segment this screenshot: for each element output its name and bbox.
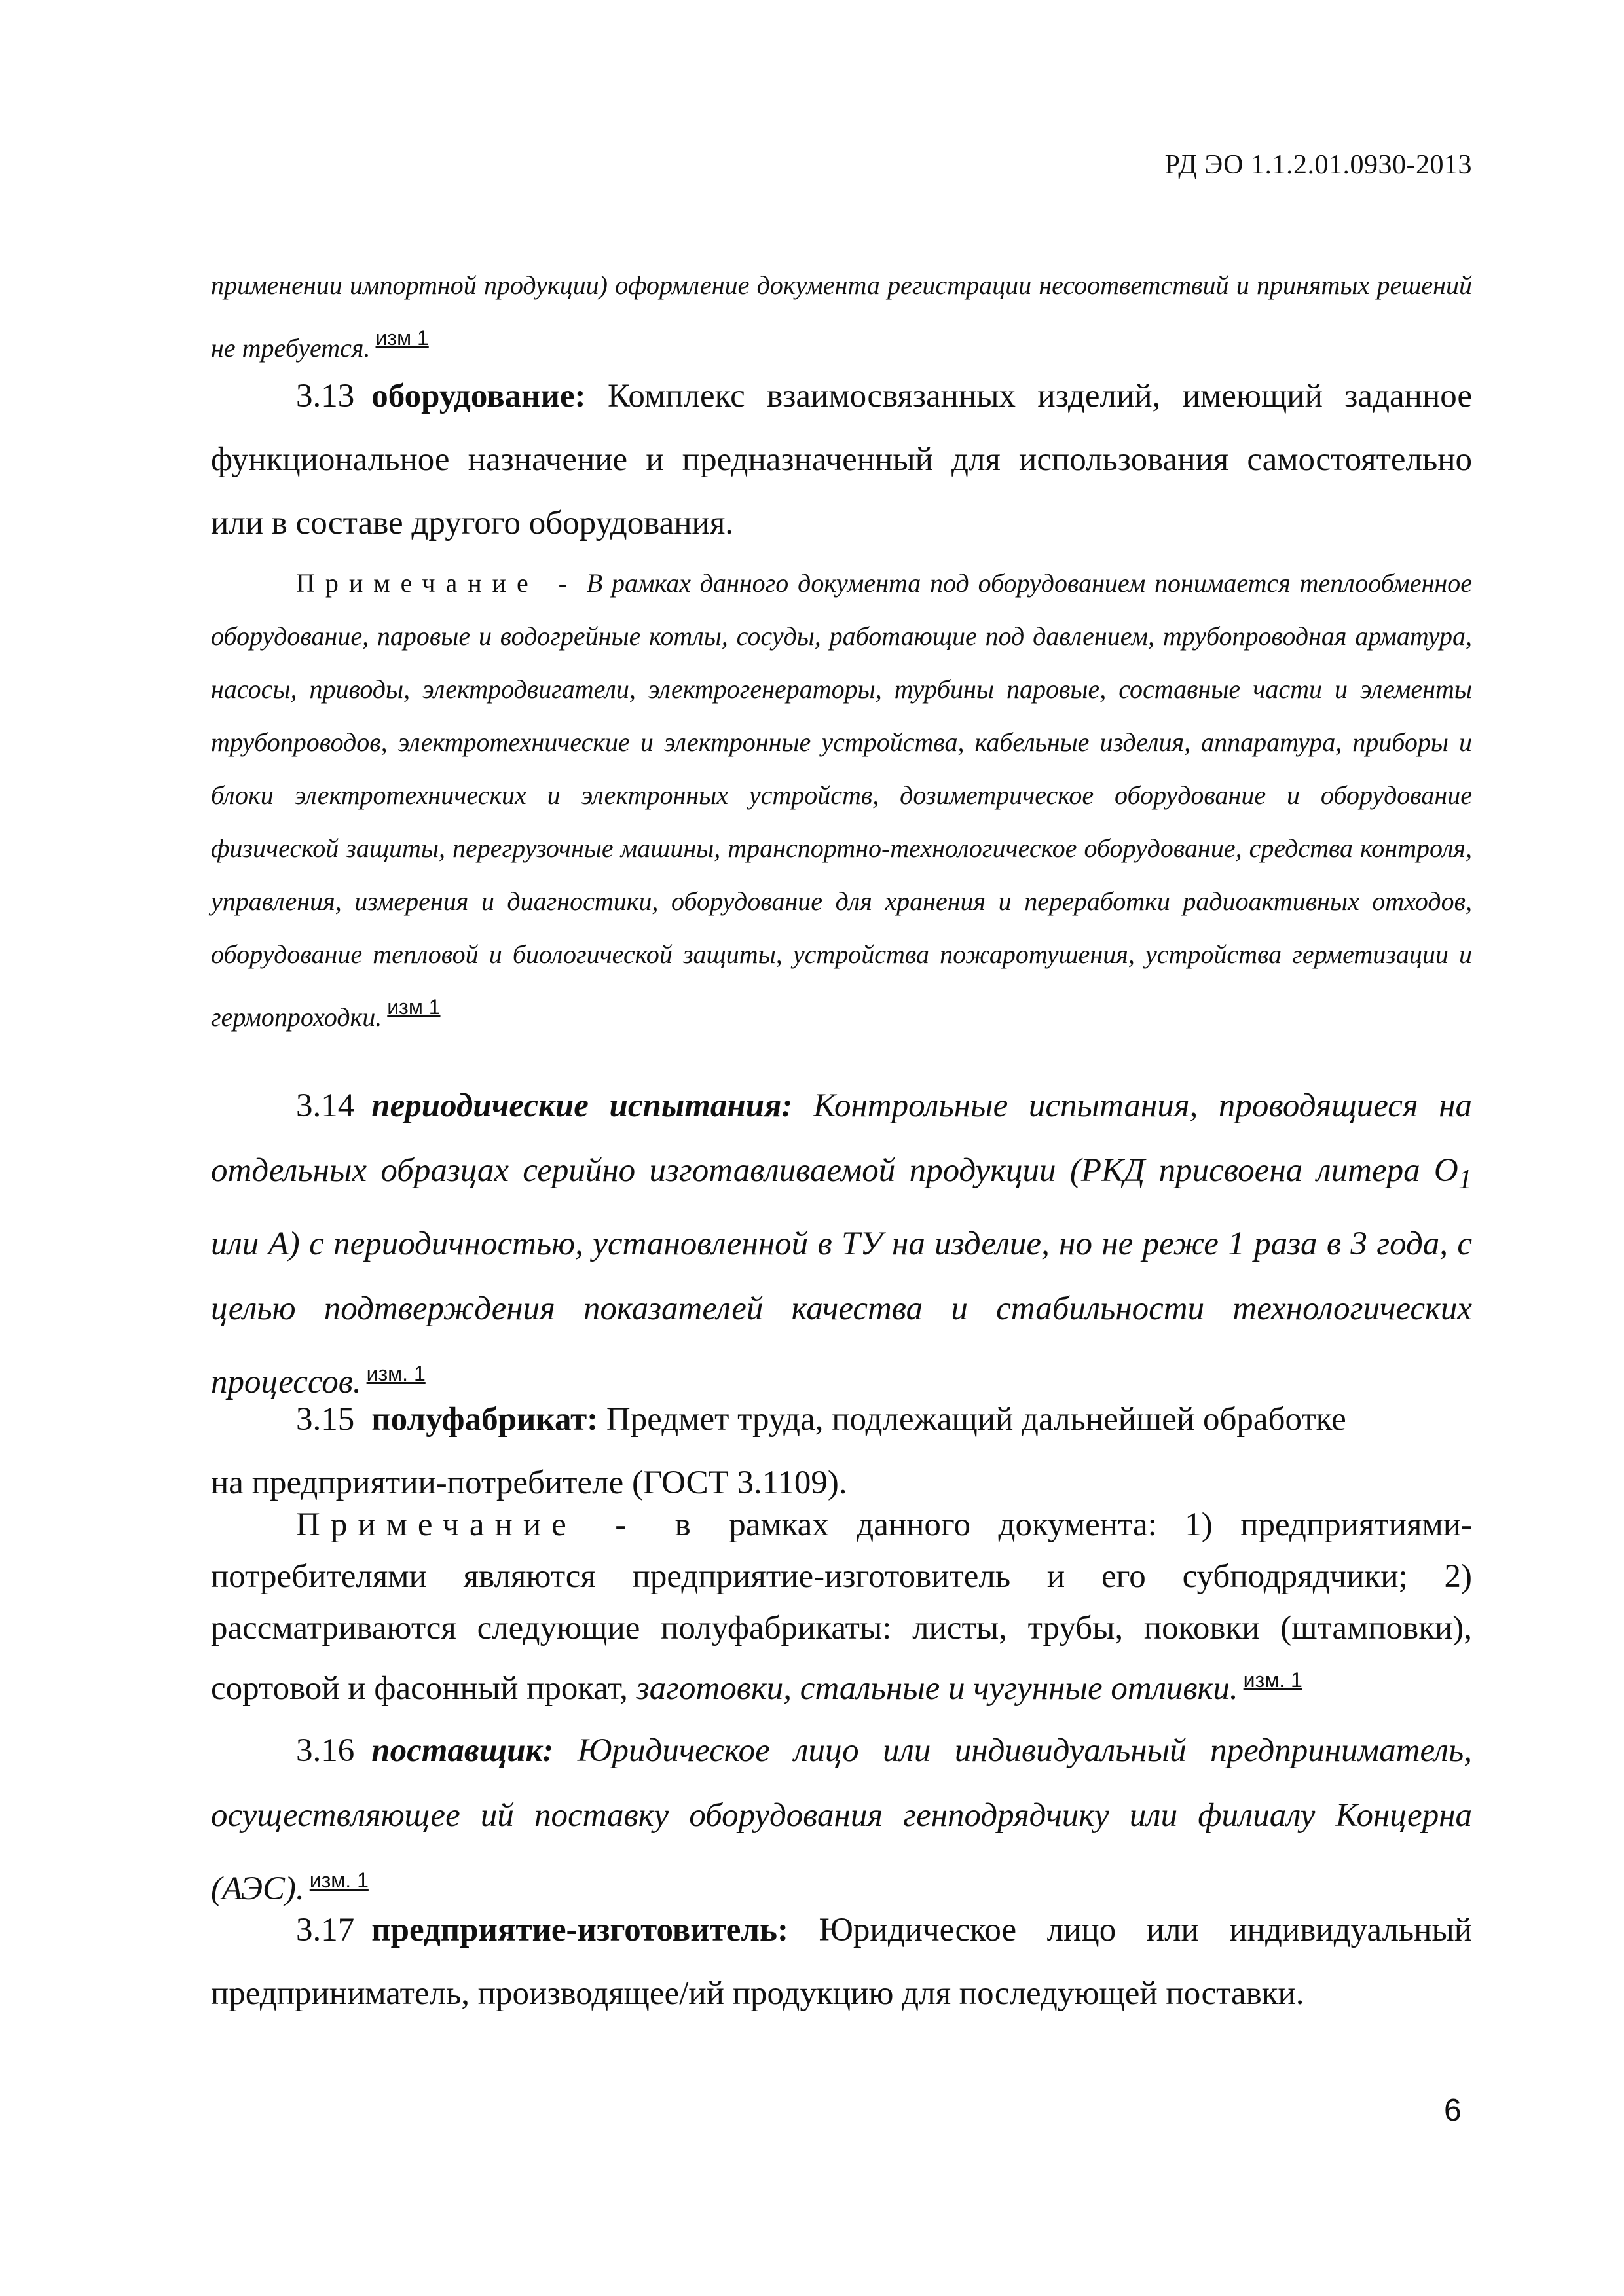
term: периодические испытания: [371, 1087, 793, 1124]
amendment-mark: изм. 1 [366, 1362, 426, 1386]
section-3-14 [211, 1074, 1472, 1415]
definition: Комплекс взаимосвязанных изделий, имеющий заданное функциональное назначение и предназначенный для использования самостоятельно или в составе другого оборудования. [211, 378, 1473, 541]
section-number: 3.16 [296, 1732, 355, 1769]
intro-paragraph [211, 259, 1472, 374]
amendment-mark: изм. 1 [309, 1868, 369, 1892]
section-number: 3.15 [296, 1401, 355, 1438]
definition-part-2: или А) с периодичностью, установленной в ТУ на изделие, но не реже 1 раза в 3 года, с целью подтверждения показателей качества и стабильности технологических процессов. [211, 1226, 1472, 1401]
section-3-16 [211, 1719, 1472, 1922]
section-3-15 [211, 1388, 1472, 1515]
note-text: В рамках данного документа под оборудованием понимается теплообменное оборудование, паровые и водогрейные котлы, сосуды, работающие под давлением, трубопроводная арматура, насосы, приводы, электродвигатели, электрогенераторы, турбины паровые, составные части и элементы трубопроводов, электротехнические и электронные устройства, кабельные изделия, аппаратура, приборы и блоки электротехнических и электронных устройств, дозиметрическое оборудование и оборудование физической защиты, перегрузочные машины, транспортно-технологическое оборудование, средства контроля, управления, измерения и диагностики, оборудование для хранения и переработки радиоактивных отходов, оборудование тепловой и биологической защиты, устройства пожаротушения, устройства герметизации и гермопроходки. [211, 568, 1473, 1032]
page-number: 6 [1444, 2093, 1462, 2128]
note-label: Примечание - в [296, 1506, 701, 1543]
term: оборудование: [371, 378, 586, 414]
section-3-13 [211, 365, 1472, 555]
note-text-italic: заготовки, стальные и чугунные отливки. [636, 1670, 1238, 1707]
intro-text: применении импортной продукции) оформление документа регистрации несоответствий и принятых решений не требуется. [211, 270, 1472, 363]
term: поставщик: [371, 1732, 554, 1769]
definition: Предмет труда, подлежащий дальнейшей обработке [606, 1401, 1346, 1438]
section-number: 3.17 [296, 1912, 355, 1948]
definition: Юридическое лицо или индивидуальный предприниматель, осуществляющее ий поставку оборудования генподрядчику или филиалу Концерна (АЭС). [211, 1732, 1473, 1907]
document-code: РД ЭО 1.1.2.01.0930-2013 [1164, 150, 1472, 180]
term: полуфабрикат: [371, 1401, 599, 1438]
amendment-mark: изм. 1 [1243, 1668, 1302, 1692]
amendment-mark: изм 1 [375, 326, 429, 350]
section-3-17 [211, 1899, 1472, 2026]
note-3-15 [211, 1499, 1472, 1715]
note-text: рамках данного документа: 1) предприятиями-потребителями являются предприятие-изготовитель и его субподрядчики; 2) рассматриваются следующие полуфабрикаты: листы, трубы, поковки (штамповки), сортовой и фасонный прокат, [211, 1506, 1473, 1707]
section-3-15-line-1 [211, 1388, 1472, 1451]
note-3-13 [211, 556, 1472, 1044]
section-3-15-line-2: на предприятии-потребителе (ГОСТ 3.1109). [211, 1465, 847, 1501]
section-number: 3.14 [296, 1087, 355, 1124]
definition-part-1: Контрольные испытания, проводящиеся на отдельных образцах серийно изготавливаемой продукции (РКД присвоена литера О [211, 1087, 1472, 1189]
note-label: Примечание - [296, 568, 578, 598]
section-number: 3.13 [296, 378, 355, 414]
amendment-mark: изм 1 [387, 995, 441, 1019]
term: предприятие-изготовитель: [371, 1912, 788, 1948]
definition-subscript: 1 [1458, 1164, 1472, 1195]
definition: Юридическое лицо или индивидуальный предприниматель, производящее/ий продукцию для последующей поставки. [211, 1912, 1473, 2012]
